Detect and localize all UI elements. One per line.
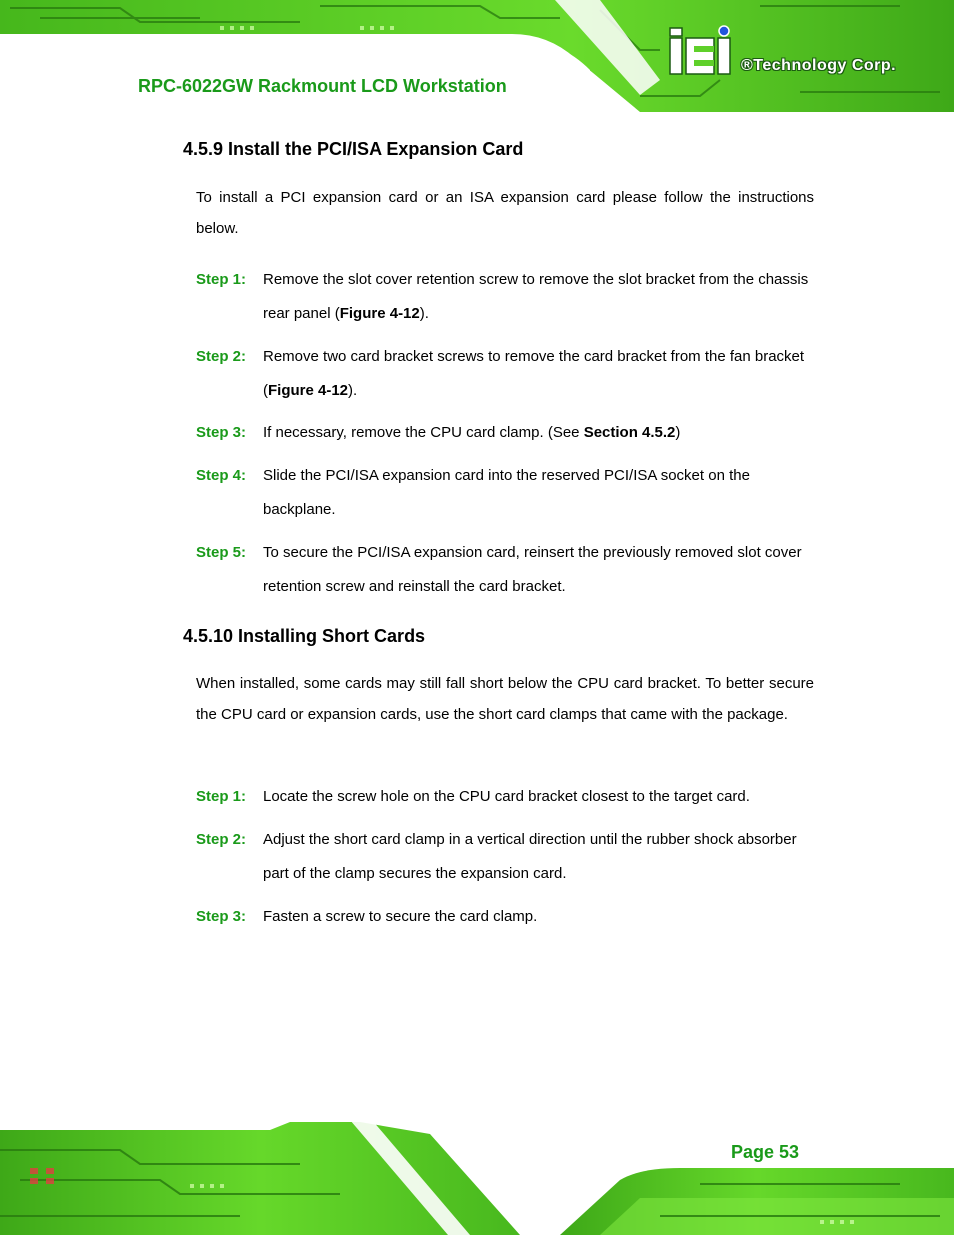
step-text (263, 459, 816, 527)
reference-text: Figure 4-12 (339, 305, 420, 322)
footer-banner (0, 1120, 954, 1235)
step-label: Step 2: (196, 348, 247, 365)
step-text-run: To secure the PCI/ISA expansion card, reinsert the previously removed slot cover retention screw and reinstall the card bracket. (263, 544, 802, 595)
step-text (263, 536, 816, 604)
step-text-run: Fasten a screw to secure the card clamp. (263, 908, 538, 925)
page-number: Page 53 (731, 1142, 800, 1162)
step-text (263, 340, 816, 408)
step-label: Step 1: (196, 788, 247, 805)
step-label: Step 4: (196, 467, 247, 484)
step-text-run: If necessary, remove the CPU card clamp. (See (263, 424, 584, 441)
reference-text: Figure 4-12 (268, 382, 349, 399)
reference-text: Section 4.5.2 (583, 424, 676, 441)
step-text (263, 416, 816, 450)
step-text-run: ) (675, 424, 681, 441)
section-heading: 4.5.10 Installing Short Cards (183, 626, 426, 646)
iei-logo (666, 24, 936, 84)
step-text-run: ). (419, 305, 429, 322)
circuit-board-footer-graphic (0, 1120, 954, 1235)
step-label: Step 3: (196, 424, 247, 441)
step-text-run: Adjust the short card clamp in a vertical direction until the rubber shock absorber part of the clamp secures the expansion card. (263, 831, 797, 882)
step-text-run: Slide the PCI/ISA expansion card into the reserved PCI/ISA socket on the backplane. (263, 467, 750, 518)
step-label: Step 5: (196, 544, 247, 561)
step-text-run: Remove two card bracket screws to remove the card bracket from the fan bracket ( (263, 348, 805, 399)
section-intro: To install a PCI expansion card or an ISA expansion card please follow the instructions below. (196, 189, 814, 237)
section-heading: 4.5.9 Install the PCI/ISA Expansion Card (183, 139, 524, 159)
section-intro: When installed, some cards may still fall short below the CPU card bracket. To better secure the CPU card or expansion cards, use the short card clamps that came with the package. (196, 675, 814, 723)
step-text-run: Remove the slot cover retention screw to remove the slot bracket from the chassis rear panel ( (263, 271, 809, 322)
step-text-run: Locate the screw hole on the CPU card bracket closest to the target card. (263, 788, 750, 805)
step-text-run: ). (348, 382, 358, 399)
logo-tagline: ®Technology Corp. (741, 57, 897, 74)
step-text (263, 780, 816, 814)
iei-logo-mark (666, 24, 738, 76)
step-text (263, 900, 816, 934)
step-label: Step 3: (196, 908, 247, 925)
step-label: Step 2: (196, 831, 247, 848)
step-label: Step 1: (196, 271, 247, 288)
step-text (263, 263, 816, 331)
step-text (263, 823, 816, 891)
document-title: RPC-6022GW Rackmount LCD Workstation (138, 76, 507, 96)
